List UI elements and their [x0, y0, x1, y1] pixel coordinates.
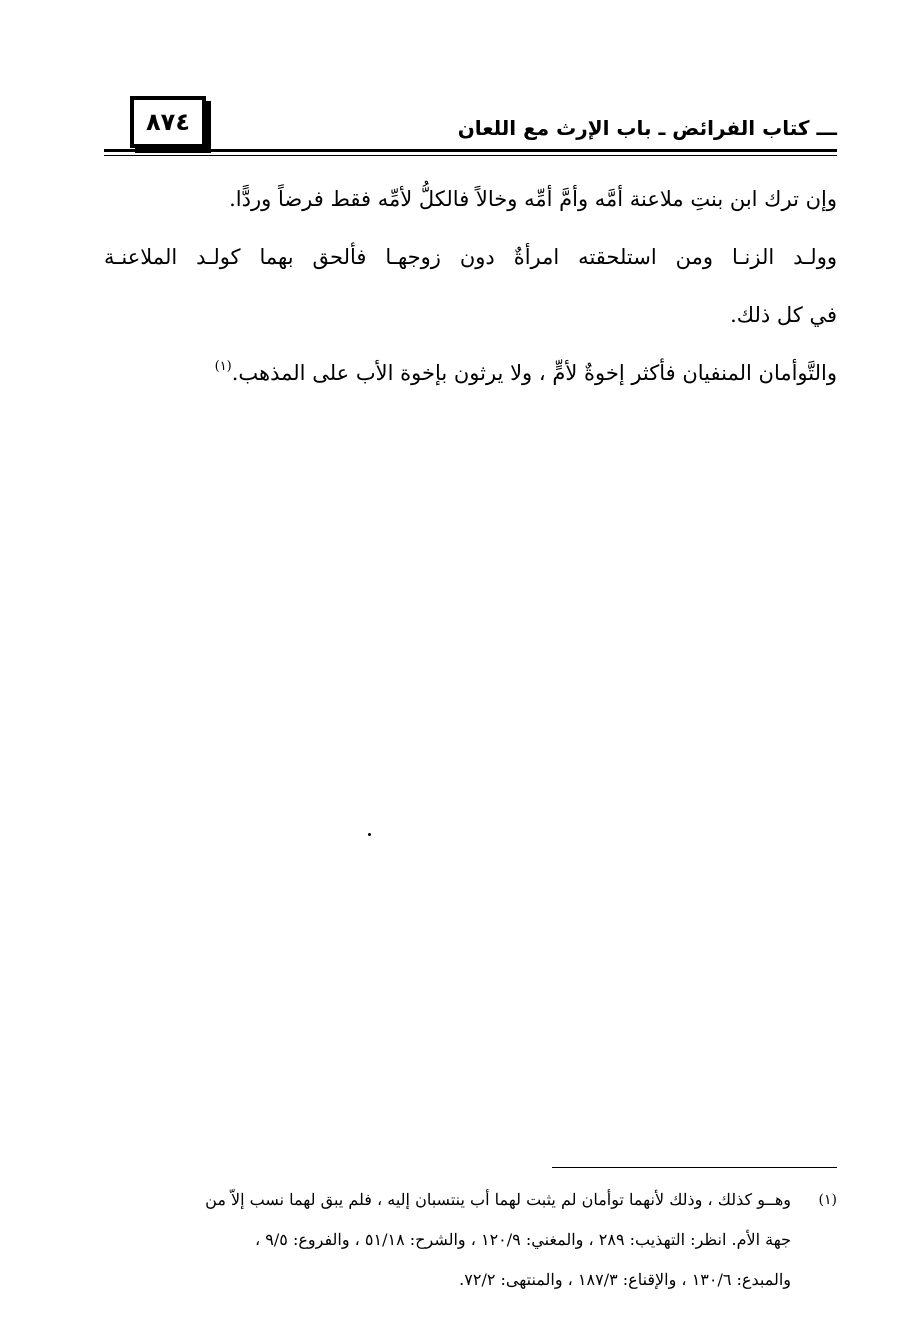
footnote-line-2: جهة الأم. انظر: التهذيب: ٢٨٩ ، والمغني: ١٢٠/٩ ، والشرح: ٥١/١٨ ، والفروع: ٩/٥ ، — [255, 1230, 791, 1249]
paragraph-3-line — [104, 344, 837, 402]
paragraph-3-text: والتَّوأمان المنفيان فأكثر إخوةٌ لأمٍّ ، ولا يرثون بإخوة الأب على المذهب. — [231, 361, 837, 385]
paragraph-2-line-1: وولـد الزنـا ومن استلحقته امرأةٌ دون زوجهـا فألحق بهما كولـد الملاعنـة — [104, 245, 837, 269]
footnote-text — [104, 1180, 791, 1300]
footnote-line-3: والمبدع: ١٣٠/٦ ، والإقناع: ١٨٧/٣ ، والمنتهى: ٧٢/٢. — [459, 1270, 791, 1289]
footnote-separator — [552, 1167, 837, 1168]
main-text — [104, 170, 837, 402]
paragraph-3 — [104, 344, 837, 402]
stray-ink-dot — [368, 833, 371, 836]
footnote-number: (١) — [818, 1192, 837, 1208]
page-number-text: ٨٧٤ — [146, 108, 190, 136]
footnotes-section — [104, 1180, 837, 1300]
footnote-line-1: وهــو كذلك ، وذلك لأنهما توأمان لم يثبت لهما أب ينتسبان إليه ، فلم يبق لهما نسب إلاّ من — [205, 1190, 791, 1209]
header-rule-thin — [104, 155, 837, 156]
footnote-reference-marker[interactable]: (١) — [214, 359, 232, 374]
page-number — [130, 96, 206, 148]
paragraph-2 — [104, 228, 837, 344]
header-rule — [104, 149, 837, 152]
paragraph-1 — [104, 170, 837, 228]
page-header — [104, 96, 837, 158]
running-title: ـــ كتاب الفرائض ـ باب الإرث مع اللعان — [457, 116, 837, 140]
paragraph-2-line-2: في كل ذلك. — [730, 303, 837, 327]
paragraph-1-text: وإن ترك ابن بنتِ ملاعنة أمَّه وأمَّ أمِّه وخالاً فالكلُّ لأمِّه فقط فرضاً وردًّا. — [229, 187, 837, 211]
